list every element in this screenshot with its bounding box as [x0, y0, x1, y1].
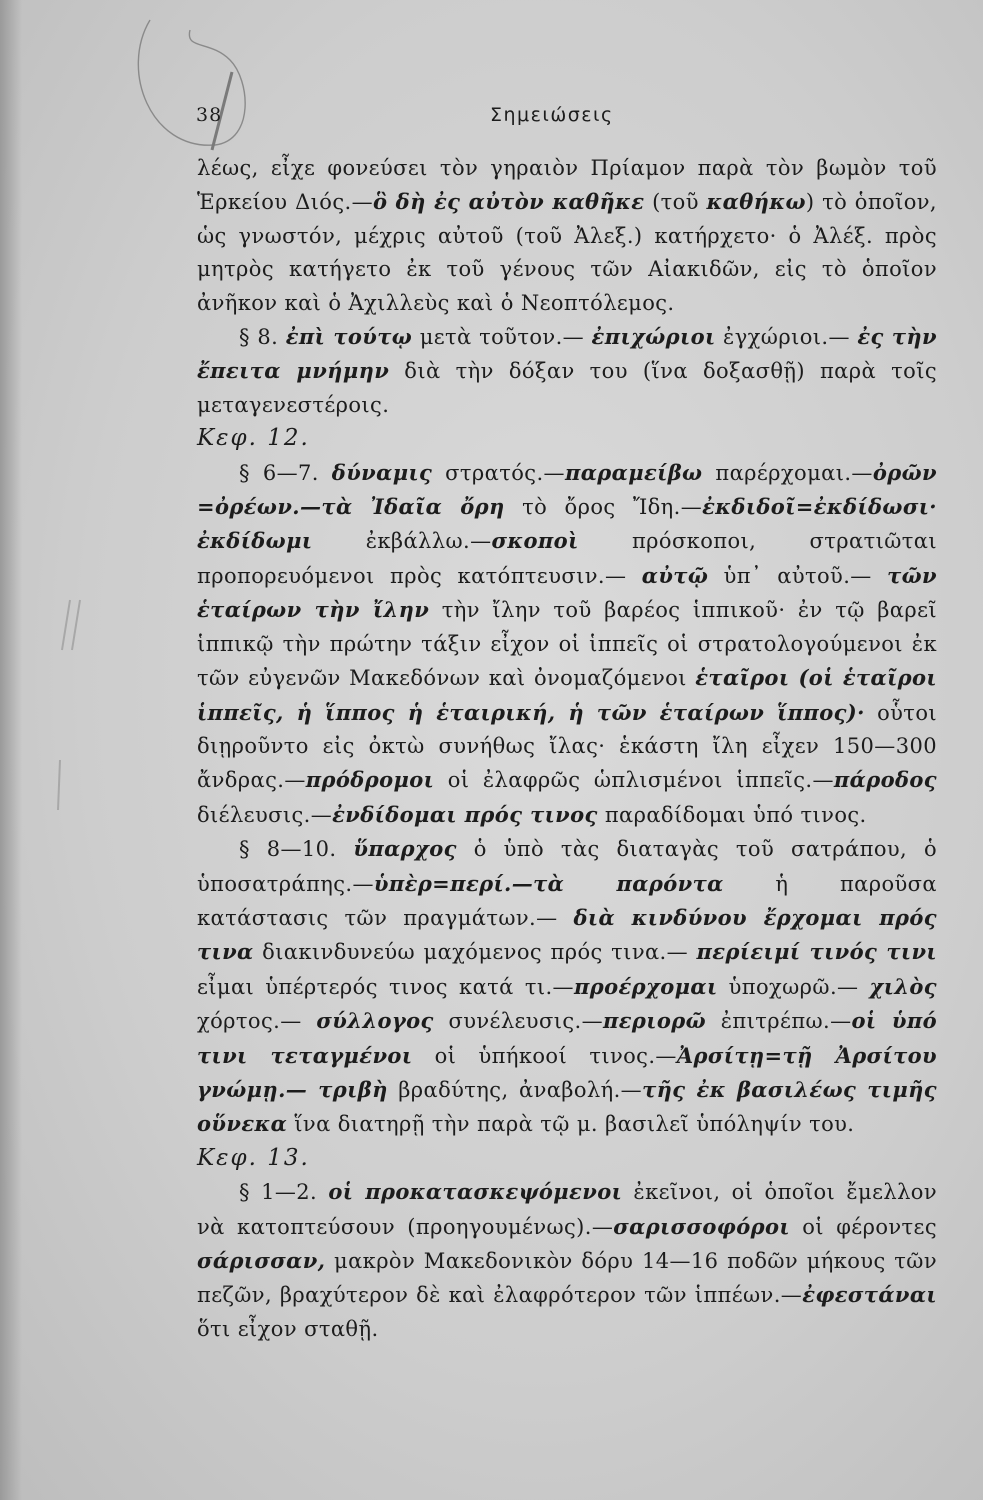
paragraph-section-8-10: § 8—10. ὕπαρχος ὁ ὑπὸ τὰς διαταγὰς τοῦ σατράπου, ὁ ὑποσατράπης.—ὑπὲρ=περί.—τὰ παρόντα ἡ παροῦσα κατάστασις τῶν πραγμάτων.— διὰ κινδύνου ἔρχομαι πρός τινα διακινδυνεύω μαχόμενος πρός τινα.— περίειμί τινός τινι εἶμαι ὑπέρτερός τινος κατά τι.—προέρχομαι ὑποχωρῶ.— χιλὸς χόρτος.— σύλλογος συνέλευσις.—περιορῶ ἐπιτρέπω.—οἱ ὑπό τινι τεταγμένοι οἱ ὑπήκοοί τινος.—Ἀρσίτῃ=τῇ Ἀρσίτου γνώμῃ.— τριβὴ βραδύτης, ἀναβολή.—τῆς ἐκ βασιλέως τιμῆς οὕνεκα ἵνα διατηρῇ τὴν παρὰ τῷ μ. βασιλεῖ ὑπόληψίν του. [197, 836, 938, 1137]
paragraph-continuation: λέως, εἶχε φονεύσει τὸν γηραιὸν Πρίαμον παρὰ τὸν βωμὸν τοῦ Ἑρκείου Διός.—ὃ δὴ ἐς αὐτὸν καθῆκε (τοῦ καθήκω) τὸ ὁποῖον, ὡς γνωστόν, μέχρις αὐτοῦ (τοῦ Ἀλεξ.) κατήρχετο· ὁ Ἀλέξ. πρὸς μητρὸς κατήγετο ἐκ τοῦ γένους τῶν Αἰακιδῶν, εἰς τὸ ὁποῖον ἀνῆκον καὶ ὁ Ἀχιλλεὺς καὶ ὁ Νεοπτόλεμος. [197, 156, 937, 315]
running-head: Σημειώσεις [490, 104, 614, 126]
notes-body [197, 152, 937, 1346]
page-header [0, 98, 983, 134]
paragraph-section-6-7: § 6—7. δύναμις στρατός.—παραμείβω παρέρχομαι.—ὀρῶν =ὀρέων.—τὰ Ἰδαῖα ὄρη τὸ ὄρος Ἴδη.—ἐκδιδοῖ=ἐκδίδωσι· ἐκδίδωμι ἐκβάλλω.—σκοποὶ πρόσκοποι, στρατιῶται προπορευόμενοι πρὸς κατόπτευσιν.— αὐτῷ ὑπ᾿ αὐτοῦ.— τῶν ἑταίρων τὴν ἴλην τὴν ἴλην τοῦ βαρέος ἱππικοῦ· ἐν τῷ βαρεῖ ἱππικῷ τὴν πρώτην τάξιν εἶχον οἱ ἱππεῖς οἱ στρατολογούμενοι ἐκ τῶν εὐγενῶν Μακεδόνων καὶ ὀνομαζόμενοι ἑταῖροι (οἱ ἑταῖροι ἱππεῖς, ἡ ἵππος ἡ ἑταιρική, ἡ τῶν ἑταίρων ἵππος)· οὗτοι διῃροῦντο εἰς ὀκτὼ συνήθως ἴλας· ἑκάστη ἴλη εἶχεν 150—300 ἄνδρας.—πρόδρομοι οἱ ἐλαφρῶς ὡπλισμένοι ἱππεῖς.—πάροδος διέλευσις.—ἐνδίδομαι πρός τινος παραδίδομαι ὑπό τινος. [197, 459, 937, 827]
paragraph-section-8: § 8. ἐπὶ τούτῳ μετὰ τοῦτον.— ἐπιχώριοι ἐγχώριοι.— ἐς τὴν ἔπειτα μνήμην διὰ τὴν δόξαν του (ἵνα δοξασθῇ) παρὰ τοῖς μεταγενεστέροις. [197, 324, 938, 417]
pencil-margin-mark [58, 600, 80, 810]
chapter-heading-12: Κεφ. 12. [197, 425, 310, 452]
page-number: 38 [196, 104, 223, 126]
chapter-heading-13: Κεφ. 13. [197, 1144, 310, 1171]
paragraph-section-1-2: § 1—2. οἱ προκατασκεψόμενοι ἐκεῖνοι, οἱ ὁποῖοι ἔμελλον νὰ κατοπτεύσουν (προηγουμένως).—σαρισσοφόροι οἱ φέροντες σάρισσαν, μακρὸν Μακεδονικὸν δόρυ 14—16 ποδῶν μήκους τῶν πεζῶν, βραχύτερον δὲ καὶ ἐλαφρότερον τῶν ἱππέων.—ἐφεστάναι ὅτι εἶχον σταθῇ. [197, 1179, 937, 1341]
